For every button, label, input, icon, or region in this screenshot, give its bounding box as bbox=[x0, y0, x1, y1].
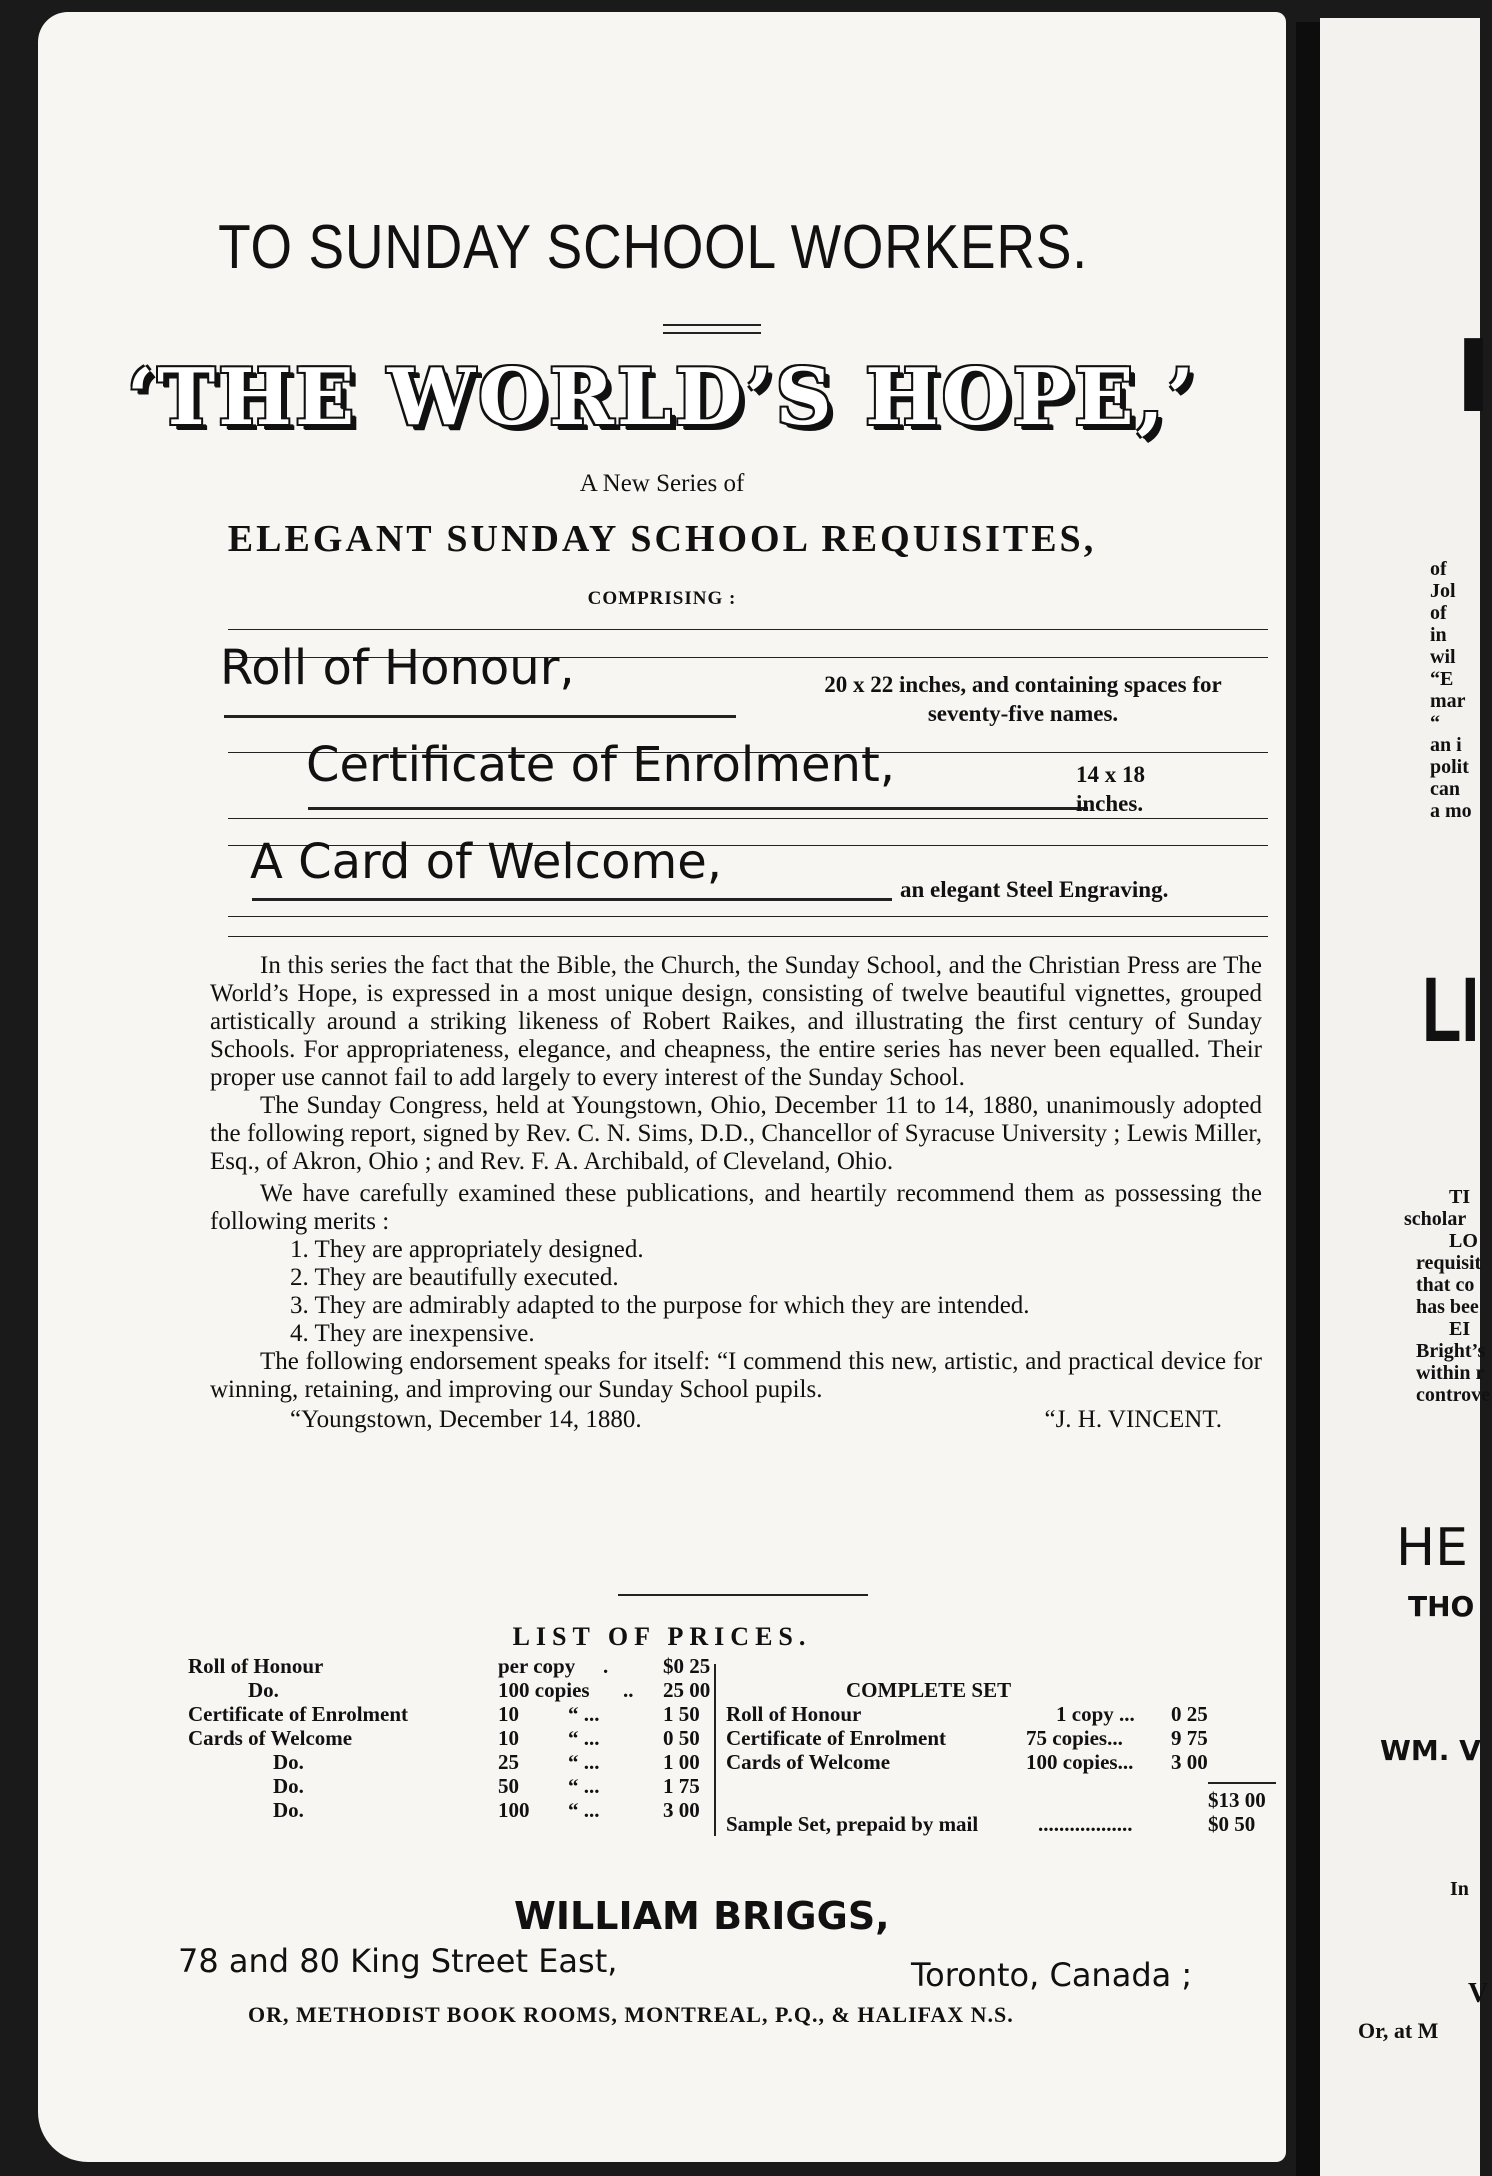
item-certificate: Certificate of Enrolment, bbox=[306, 737, 896, 793]
sample-price: $0 50 bbox=[1208, 1812, 1256, 1836]
item-card-of-welcome: A Card of Welcome, bbox=[250, 834, 722, 890]
right-line: LO bbox=[1449, 1230, 1478, 1252]
price-sep: . bbox=[603, 1654, 609, 1678]
table-row bbox=[188, 1654, 753, 1678]
merit-item: 4. They are inexpensive. bbox=[290, 1320, 535, 1347]
right-he: HE bbox=[1396, 1518, 1468, 1578]
price-qty: per copy bbox=[498, 1654, 576, 1678]
price-qty: 100 bbox=[498, 1798, 530, 1822]
heading: TO SUNDAY SCHOOL WORKERS. bbox=[218, 213, 1088, 282]
right-wm: WM. V bbox=[1380, 1734, 1481, 1767]
column-divider bbox=[714, 1664, 716, 1836]
item-certificate-desc-line1: 14 x 18 bbox=[1076, 762, 1145, 787]
right-line: “ bbox=[1430, 712, 1440, 734]
price-item: Cards of Welcome bbox=[188, 1726, 353, 1750]
price-qty: 100 copies bbox=[498, 1678, 590, 1702]
price-item: Cards of Welcome bbox=[726, 1750, 891, 1774]
publisher-city: Toronto, Canada ; bbox=[911, 1956, 1193, 1994]
table-row bbox=[726, 1750, 1286, 1774]
right-tho: THO bbox=[1408, 1590, 1475, 1623]
complete-set-heading: COMPLETE SET bbox=[846, 1678, 1012, 1702]
price-value: $0 25 bbox=[663, 1654, 711, 1678]
right-line: in bbox=[1430, 624, 1447, 646]
paragraph-4: The following endorsement speaks for itself: “I commend this new, artistic, and practical device for winning, retaining, and improving our Sunday School pupils. bbox=[210, 1348, 1262, 1403]
merit-item: 1. They are appropriately designed. bbox=[290, 1236, 644, 1263]
price-item: Do. bbox=[273, 1750, 304, 1774]
right-line: mar bbox=[1430, 690, 1466, 712]
publisher-name: WILLIAM BRIGGS, bbox=[514, 1894, 890, 1938]
page-gutter bbox=[1296, 22, 1320, 2176]
right-or-at: Or, at M bbox=[1358, 2018, 1439, 2043]
price-item: Do. bbox=[273, 1798, 304, 1822]
price-item: Do. bbox=[273, 1774, 304, 1798]
sample-dots: .................. bbox=[1038, 1812, 1133, 1836]
publisher-other: OR, METHODIST BOOK ROOMS, MONTREAL, P.Q., & HALIFAX N.S. bbox=[248, 2002, 1014, 2027]
price-table-right bbox=[726, 1678, 1286, 1836]
price-value: 3 00 bbox=[663, 1798, 700, 1822]
comprising: COMPRISING : bbox=[587, 588, 737, 609]
right-line: a mo bbox=[1430, 800, 1472, 822]
merits-list bbox=[290, 1236, 1262, 1348]
underline bbox=[224, 715, 736, 718]
paragraph-2: The Sunday Congress, held at Youngstown, Ohio, December 11 to 14, 1880, unanimously adopted the following report, signed by Rev. C. N. Sims, D.D., Chancellor of Syracuse University ; Lewis Miller, Esq., of Akron, Ohio ; and Rev. F. A. Archibald, of Cleveland, Ohio. bbox=[210, 1092, 1262, 1175]
price-item: Roll of Honour bbox=[726, 1702, 862, 1726]
price-sep: “ ... bbox=[568, 1798, 600, 1822]
total-rule bbox=[1208, 1782, 1276, 1784]
advertisement-page bbox=[38, 12, 1286, 2162]
right-line: has bee bbox=[1416, 1296, 1479, 1318]
right-line: that co bbox=[1416, 1274, 1475, 1296]
divider bbox=[228, 629, 1268, 630]
publisher-address: 78 and 80 King Street East, bbox=[178, 1942, 618, 1980]
table-row bbox=[188, 1798, 753, 1822]
right-line: TI bbox=[1449, 1186, 1471, 1208]
series-name: ELEGANT SUNDAY SCHOOL REQUISITES, bbox=[227, 518, 1097, 560]
right-line: scholar bbox=[1404, 1208, 1467, 1230]
table-row bbox=[188, 1726, 753, 1750]
merit-item: 2. They are beautifully executed. bbox=[290, 1264, 619, 1291]
underline bbox=[252, 898, 892, 901]
divider bbox=[618, 1594, 868, 1596]
right-lines-mid bbox=[1404, 1186, 1490, 1406]
table-row bbox=[726, 1726, 1286, 1750]
right-line: within r bbox=[1416, 1362, 1485, 1384]
table-row bbox=[188, 1702, 753, 1726]
table-row bbox=[726, 1812, 1286, 1836]
paragraph-1: In this series the fact that the Bible, the Church, the Sunday School, and the Christian Press are The World’s Hope, is expressed in a most unique design, consisting of twelve beautiful vignettes, grouped artistically around a striking likeness of Robert Raikes, and illustrating the first century of Sunday Schools. For appropriateness, elegance, and cheapness, the entire series has never been equalled. Their proper use cannot fail to add largely to every interest of the Sunday School. bbox=[210, 952, 1262, 1091]
price-sep: “ ... bbox=[568, 1702, 600, 1726]
paragraph-3: We have carefully examined these publications, and heartily recommend them as possessing the following merits : bbox=[210, 1180, 1262, 1235]
item-card-desc: an elegant Steel Engraving. bbox=[900, 877, 1169, 902]
item-roll-desc bbox=[728, 670, 1318, 728]
price-qty: 100 copies... bbox=[1026, 1750, 1134, 1774]
item-roll-desc-line1: 20 x 22 inches, and containing spaces for bbox=[824, 672, 1222, 697]
price-qty: 75 copies... bbox=[1026, 1726, 1123, 1750]
price-value: 9 75 bbox=[1171, 1726, 1208, 1750]
right-li: LI bbox=[1422, 959, 1480, 1061]
table-row bbox=[726, 1702, 1286, 1726]
price-list-heading: LIST OF PRICES. bbox=[512, 1622, 812, 1651]
price-qty: 50 bbox=[498, 1774, 519, 1798]
right-in: In bbox=[1450, 1878, 1469, 1900]
price-value: 0 50 bbox=[663, 1726, 700, 1750]
item-certificate-desc-line2: inches. bbox=[1076, 791, 1144, 816]
price-table-left bbox=[188, 1654, 753, 1822]
price-item: Do. bbox=[248, 1678, 279, 1702]
right-line: EI bbox=[1449, 1318, 1471, 1340]
right-line: “E bbox=[1430, 668, 1454, 690]
item-certificate-desc bbox=[1076, 760, 1196, 818]
price-qty: 10 bbox=[498, 1702, 519, 1726]
underline bbox=[308, 807, 1088, 810]
right-w: V bbox=[1468, 1978, 1489, 2009]
signature: “J. H. VINCENT. bbox=[1044, 1406, 1222, 1433]
price-value: 3 00 bbox=[1171, 1750, 1208, 1774]
price-qty: 1 copy ... bbox=[1056, 1702, 1135, 1726]
right-lines-top bbox=[1430, 558, 1472, 822]
right-line: of bbox=[1430, 602, 1447, 624]
divider bbox=[663, 332, 761, 334]
price-value: 1 75 bbox=[663, 1774, 700, 1798]
divider bbox=[228, 818, 1268, 819]
price-item: Certificate of Enrolment bbox=[188, 1702, 409, 1726]
price-sep: .. bbox=[623, 1678, 634, 1702]
item-roll-of-honour: Roll of Honour, bbox=[220, 640, 575, 696]
right-line: wil bbox=[1430, 646, 1456, 668]
adjacent-page bbox=[1320, 18, 1492, 2176]
divider bbox=[228, 936, 1268, 937]
right-line: Bright’s bbox=[1416, 1340, 1486, 1362]
right-big-letter: I bbox=[1455, 318, 1492, 435]
subtitle: A New Series of bbox=[579, 470, 745, 497]
right-line: an i bbox=[1430, 734, 1462, 756]
price-item: Roll of Honour bbox=[188, 1654, 324, 1678]
right-line: requisit bbox=[1416, 1252, 1482, 1274]
price-qty: 25 bbox=[498, 1750, 519, 1774]
dateline: “Youngstown, December 14, 1880. bbox=[290, 1406, 642, 1433]
price-item: Certificate of Enrolment bbox=[726, 1726, 947, 1750]
title: ‘THE WORLD’S HOPE,’ bbox=[126, 352, 1198, 443]
total-value: $13 00 bbox=[1208, 1788, 1266, 1812]
price-value: 1 50 bbox=[663, 1702, 700, 1726]
divider bbox=[228, 916, 1268, 917]
price-sep: “ ... bbox=[568, 1750, 600, 1774]
right-line: polit bbox=[1430, 756, 1469, 778]
price-value: 1 00 bbox=[663, 1750, 700, 1774]
right-line: Jol bbox=[1430, 580, 1456, 602]
sample-label: Sample Set, prepaid by mail bbox=[726, 1812, 979, 1836]
table-row bbox=[188, 1774, 753, 1798]
price-qty: 10 bbox=[498, 1726, 519, 1750]
dateline-row bbox=[290, 1406, 1222, 1434]
right-line: of bbox=[1430, 558, 1447, 580]
price-sep: “ ... bbox=[568, 1726, 600, 1750]
table-row bbox=[188, 1678, 753, 1702]
price-value: 25 00 bbox=[663, 1678, 711, 1702]
right-line: can bbox=[1430, 778, 1460, 800]
merit-item: 3. They are admirably adapted to the purpose for which they are intended. bbox=[290, 1292, 1030, 1319]
price-value: 0 25 bbox=[1171, 1702, 1208, 1726]
table-row bbox=[188, 1750, 753, 1774]
item-roll-desc-line2: seventy-five names. bbox=[927, 701, 1119, 726]
price-sep: “ ... bbox=[568, 1774, 600, 1798]
body-text bbox=[210, 952, 1262, 1434]
right-line: controve bbox=[1416, 1384, 1491, 1406]
divider bbox=[663, 324, 761, 326]
